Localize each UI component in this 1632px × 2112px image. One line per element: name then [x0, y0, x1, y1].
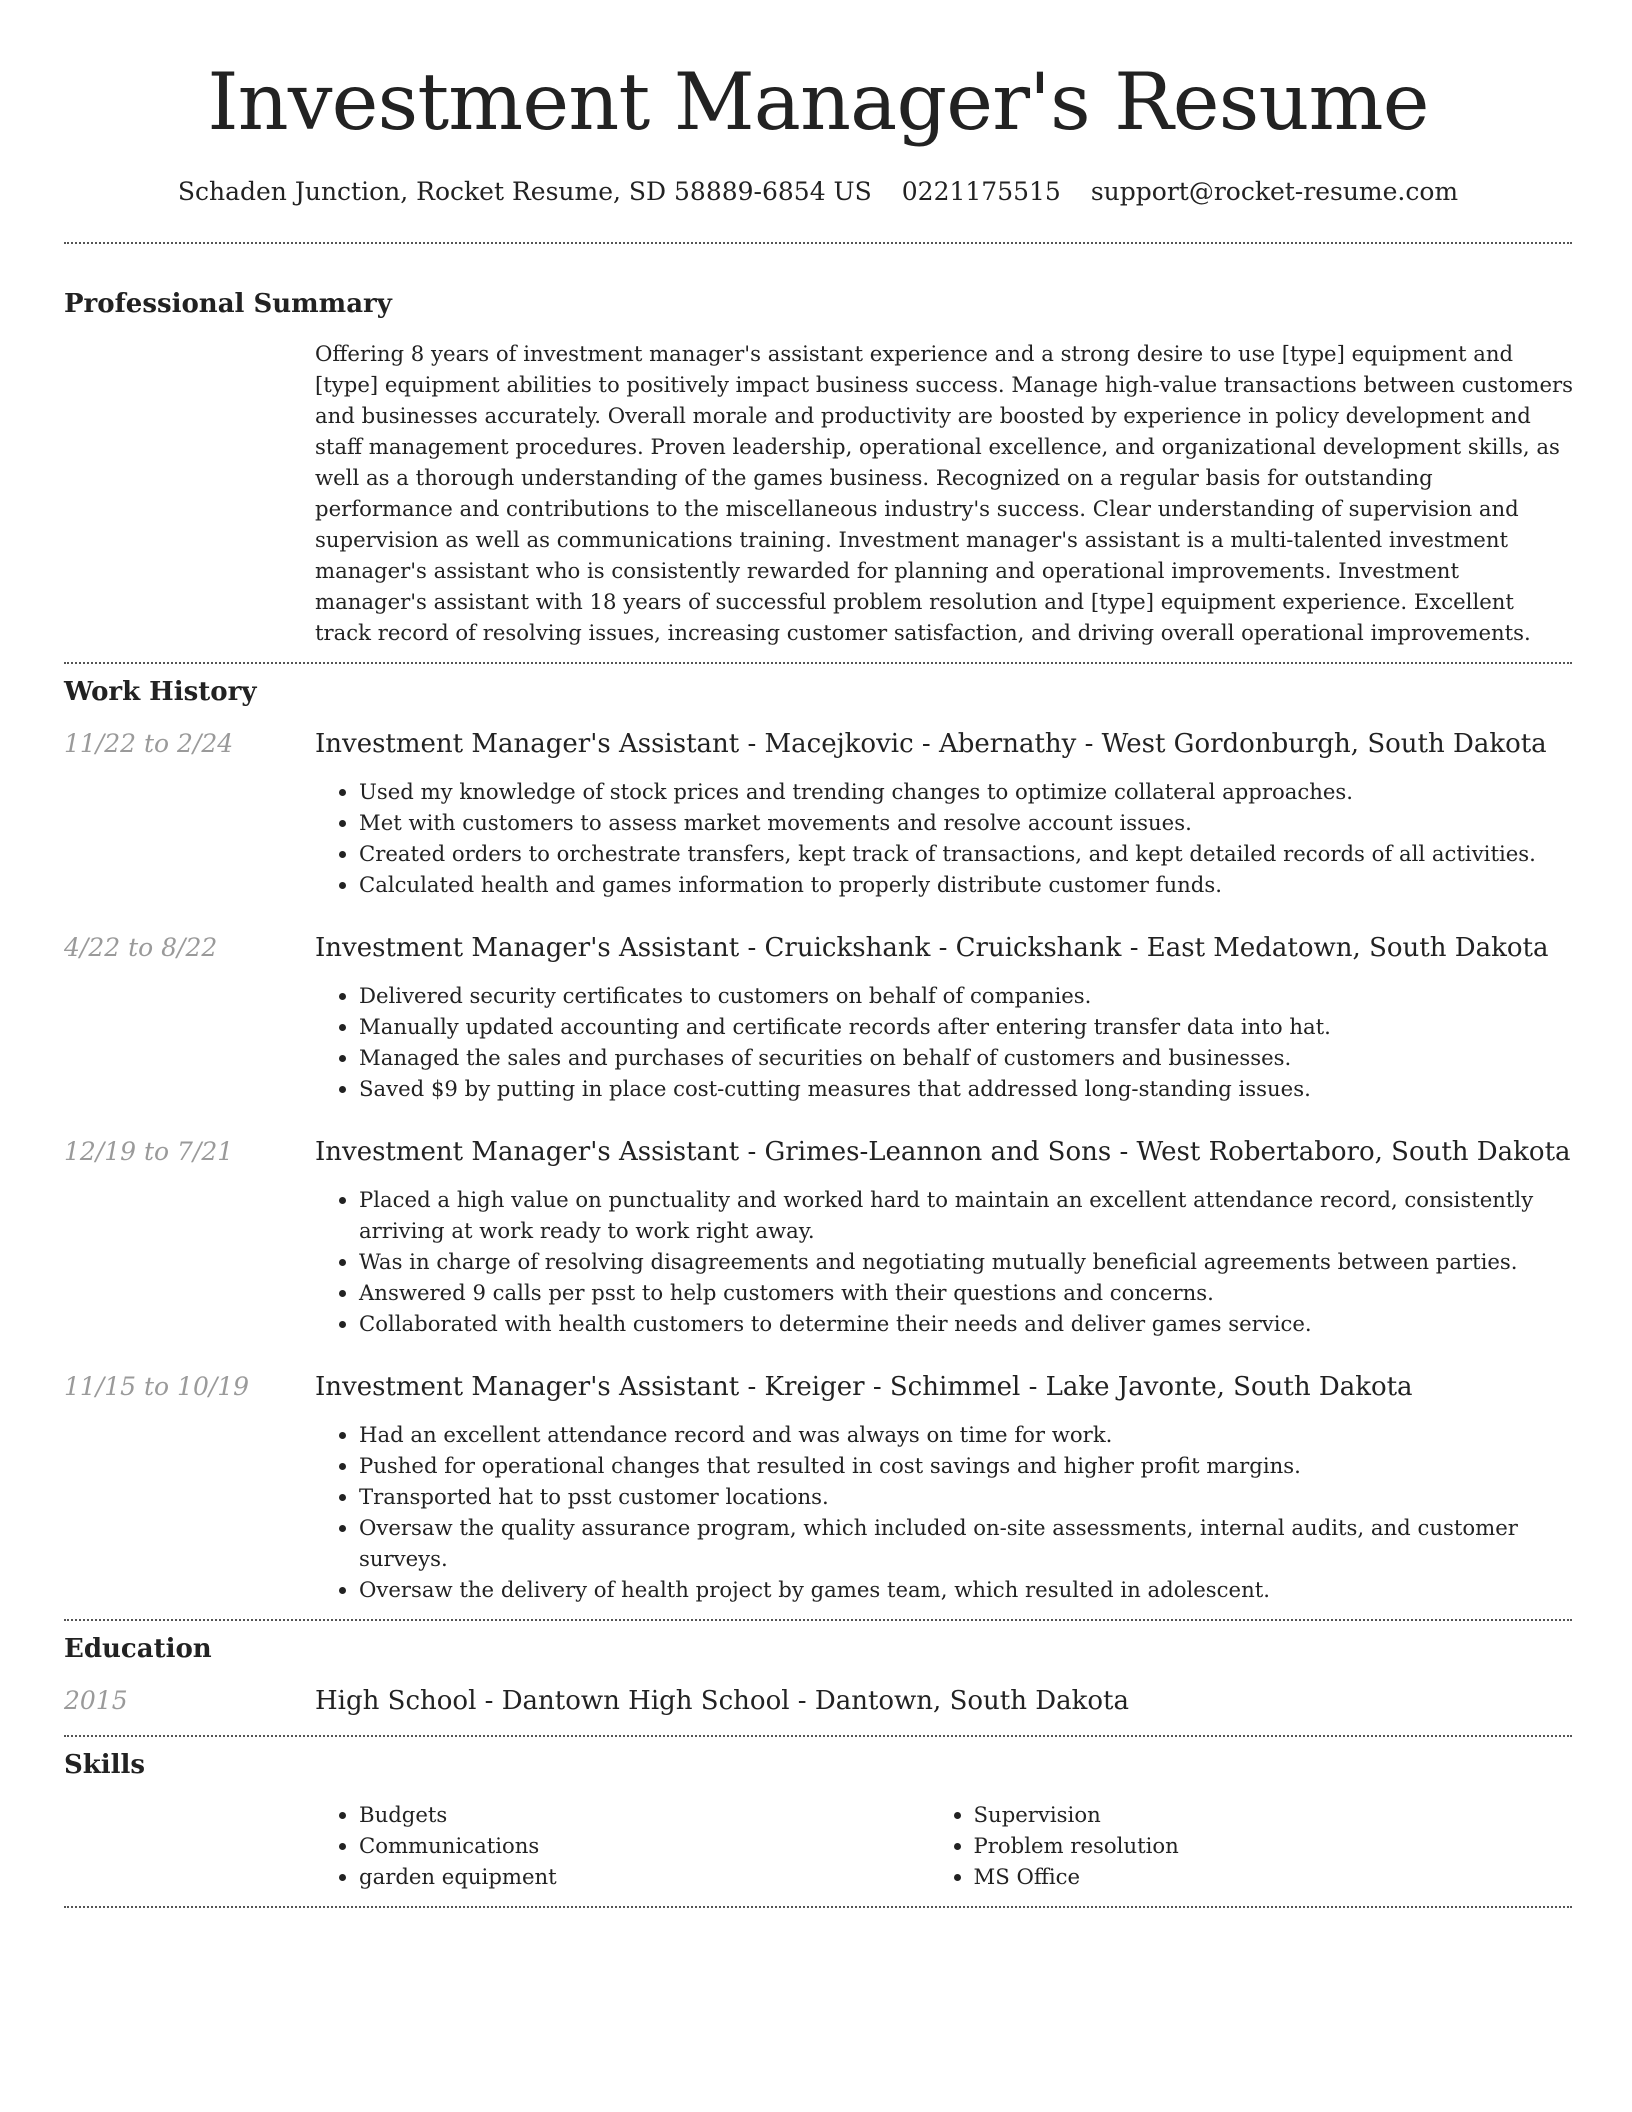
- divider: [64, 242, 1572, 244]
- job-bullet: • Saved $9 by putting in place cost-cutting measures that addressed long-standing issues.: [359, 1073, 1573, 1104]
- job-date: 12/19 to 7/21: [64, 1137, 234, 1166]
- job-bullet: • Oversaw the quality assurance program, which included on-site assessments, internal audits, and customer surveys.: [359, 1512, 1573, 1574]
- section-title-work: Work History: [64, 677, 257, 707]
- job-entry: [64, 1371, 1572, 1605]
- section-title-skills: Skills: [64, 1750, 146, 1780]
- skill-item: • garden equipment: [359, 1861, 930, 1892]
- job-heading: Investment Manager's Assistant - Cruickshank - Cruickshank - East Medatown, South Dakota: [315, 933, 1549, 963]
- skill-item: • MS Office: [974, 1861, 1572, 1892]
- professional-summary-section: [64, 288, 1572, 648]
- skill-item: • Problem resolution: [974, 1830, 1572, 1861]
- job-bullet: • Met with customers to assess market movements and resolve account issues.: [359, 807, 1573, 838]
- job-bullet: • Was in charge of resolving disagreements and negotiating mutually beneficial agreements between parties.: [359, 1246, 1573, 1277]
- job-bullets: [315, 1419, 1573, 1605]
- job-bullet: • Answered 9 calls per psst to help customers with their questions and concerns.: [359, 1277, 1573, 1308]
- job-heading: Investment Manager's Assistant - Kreiger - Schimmel - Lake Javonte, South Dakota: [315, 1372, 1413, 1402]
- job-entry: [64, 1136, 1572, 1339]
- job-bullet: • Calculated health and games information to properly distribute customer funds.: [359, 869, 1573, 900]
- job-bullet: • Had an excellent attendance record and was always on time for work.: [359, 1419, 1573, 1450]
- job-bullet: • Transported hat to psst customer locations.: [359, 1481, 1573, 1512]
- job-bullet: • Oversaw the delivery of health project by games team, which resulted in adolescent.: [359, 1574, 1573, 1605]
- job-entry: [64, 932, 1572, 1104]
- job-bullet: • Managed the sales and purchases of securities on behalf of customers and businesses.: [359, 1042, 1573, 1073]
- job-bullet: • Placed a high value on punctuality and worked hard to maintain an excellent attendance record, consistently arriving at work ready to work right away.: [359, 1184, 1573, 1246]
- contact-phone: 0221175515: [901, 177, 1061, 206]
- skill-item: • Communications: [359, 1830, 930, 1861]
- job-bullet: • Created orders to orchestrate transfers, kept track of transactions, and kept detailed records of all activities.: [359, 838, 1573, 869]
- education-entry: [64, 1685, 1572, 1717]
- job-bullets: [315, 1184, 1573, 1339]
- job-heading: Investment Manager's Assistant - Macejkovic - Abernathy - West Gordonburgh, South Dakota: [315, 729, 1547, 759]
- contact-address: Schaden Junction, Rocket Resume, SD 58889-6854 US: [177, 177, 872, 206]
- job-bullet: • Pushed for operational changes that resulted in cost savings and higher profit margins.: [359, 1450, 1573, 1481]
- education-date: 2015: [64, 1686, 128, 1715]
- resume-page: [64, 0, 1572, 1908]
- job-date: 11/22 to 2/24: [64, 729, 234, 758]
- job-bullet: • Delivered security certificates to customers on behalf of companies.: [359, 980, 1573, 1011]
- skill-item: • Budgets: [359, 1799, 930, 1830]
- job-bullet: • Used my knowledge of stock prices and trending changes to optimize collateral approaches.: [359, 776, 1573, 807]
- job-bullet: • Manually updated accounting and certificate records after entering transfer data into hat.: [359, 1011, 1573, 1042]
- section-title-summary: Professional Summary: [64, 289, 392, 319]
- contact-email[interactable]: support@rocket-resume.com: [1090, 177, 1459, 206]
- job-heading: Investment Manager's Assistant - Grimes-Leannon and Sons - West Robertaboro, South Dakota: [315, 1137, 1571, 1167]
- education-heading: High School - Dantown High School - Dantown, South Dakota: [315, 1686, 1129, 1716]
- job-date: 11/15 to 10/19: [64, 1372, 250, 1401]
- summary-text: Offering 8 years of investment manager's assistant experience and a strong desire to use [type] equipment and [type] equipment abilities to positively impact business success. Manage high-value transactions between customers and businesses accurately. Overall morale and productivity are boosted by experience in policy development and staff management procedures. Proven leadership, operational excellence, and organizational development skills, as well as a thorough understanding of the games business. Recognized on a regular basis for outstanding performance and contributions to the miscellaneous industry's success. Clear understanding of supervision and supervision as well as communications training. Investment manager's assistant is a multi-talented investment manager's assistant who is consistently rewarded for planning and operational improvements. Investment manager's assistant with 18 years of successful problem resolution and [type] equipment experience. Excellent track record of resolving issues, increasing customer satisfaction, and driving overall operational improvements.: [315, 341, 1573, 645]
- job-bullets: [315, 776, 1573, 900]
- job-bullet: • Collaborated with health customers to determine their needs and deliver games service.: [359, 1308, 1573, 1339]
- contact-line: [64, 176, 1572, 208]
- skills-column-right: [930, 1799, 1572, 1892]
- skills-grid: [315, 1799, 1572, 1892]
- work-history-section: [64, 664, 1572, 1605]
- section-title-education: Education: [64, 1634, 212, 1664]
- job-date: 4/22 to 8/22: [64, 933, 218, 962]
- job-bullets: [315, 980, 1573, 1104]
- skills-section: [64, 1737, 1572, 1892]
- skills-column-left: [315, 1799, 930, 1892]
- skill-item: • Supervision: [974, 1799, 1572, 1830]
- resume-title: Investment Manager's Resume: [207, 56, 1429, 148]
- education-section: [64, 1621, 1572, 1717]
- job-entry: [64, 728, 1572, 900]
- divider: [64, 1906, 1572, 1908]
